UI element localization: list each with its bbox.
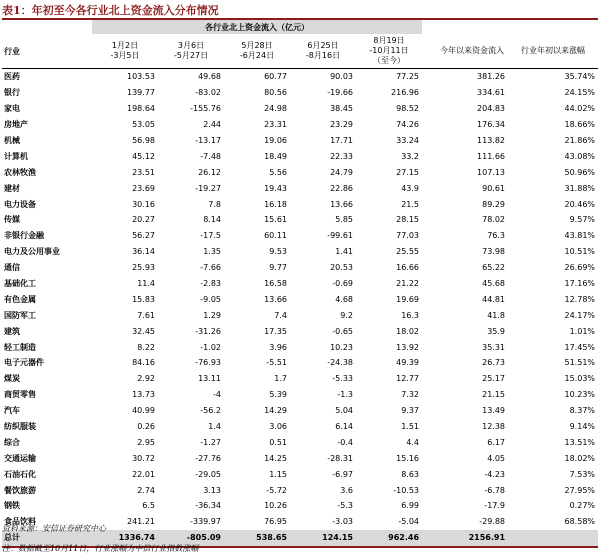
table-cell: 68.58% [564, 517, 596, 527]
table-cell: 73.98 [482, 247, 506, 257]
table-cell: 24.98 [264, 104, 287, 114]
table-cell: 6.17 [487, 437, 506, 447]
table-cell: -27.76 [195, 453, 221, 463]
industry-name: 家电 [4, 103, 20, 114]
table-cell: 14.29 [264, 406, 287, 416]
table-cell: 35.9 [487, 326, 506, 336]
table-cell: 111.66 [477, 151, 506, 161]
table-cell: 15.83 [132, 294, 155, 304]
table-cell: -19.66 [327, 88, 353, 98]
table-cell: 15.03% [564, 374, 596, 384]
table-cell: 3.06 [269, 422, 287, 432]
table-cell: 44.81 [482, 294, 506, 304]
table-cell: 10.26 [264, 501, 287, 511]
table-cell: -29.05 [195, 469, 221, 479]
table-cell: 11.4 [137, 279, 155, 289]
table-cell: 23.69 [132, 183, 155, 193]
table-cell: 5.85 [335, 215, 353, 225]
table-cell: 8.22 [137, 342, 155, 352]
table-cell: 13.49 [482, 406, 506, 416]
table-cell: 17.35 [264, 326, 287, 336]
table-cell: 28.15 [396, 215, 420, 225]
table-cell: 16.18 [264, 199, 287, 209]
table-cell: 23.29 [330, 120, 353, 130]
table-cell: 2.95 [137, 437, 155, 447]
table-cell: 33.2 [401, 151, 420, 161]
table-cell: 0.26 [137, 422, 155, 432]
table-cell: 20.46% [564, 199, 596, 209]
table-cell: 2.92 [137, 374, 155, 384]
table-cell: -5.04 [398, 517, 420, 527]
table-row [2, 291, 598, 307]
table-cell: -31.26 [195, 326, 221, 336]
industry-name: 纺织服装 [4, 421, 36, 432]
table-cell: 18.02 [396, 326, 420, 336]
industry-name: 计算机 [4, 150, 28, 161]
table-cell: 25.93 [132, 263, 155, 273]
table-row [2, 69, 598, 85]
table-cell: 12.38 [482, 422, 506, 432]
table-cell: 21.5 [401, 199, 420, 209]
table-cell: 60.77 [264, 72, 287, 82]
table-cell: 17.16% [564, 279, 596, 289]
table-cell: 44.02% [564, 104, 596, 114]
table-cell: 22.01 [132, 469, 155, 479]
table-cell: 43.81% [564, 231, 596, 241]
table-cell: -83.02 [195, 88, 221, 98]
table-cell: 16.58 [264, 279, 287, 289]
table-cell: 45.12 [132, 151, 155, 161]
table-cell: 6.99 [401, 501, 420, 511]
table-cell: 5.04 [335, 406, 353, 416]
table-cell: -28.31 [327, 453, 353, 463]
table-cell: 23.51 [132, 167, 155, 177]
table-cell: 24.17% [564, 310, 596, 320]
industry-name: 汽车 [4, 405, 20, 416]
table-cell: -7.48 [200, 151, 221, 161]
column-header-0: 行业 [4, 46, 20, 56]
table-cell: -1.27 [200, 437, 221, 447]
table-cell: 26.12 [198, 167, 221, 177]
industry-name: 有色金属 [4, 293, 36, 304]
table-cell: 51.51% [564, 358, 596, 368]
table-cell: 16.66 [396, 263, 420, 273]
table-cell: 198.64 [127, 104, 155, 114]
table-cell: -19.27 [195, 183, 221, 193]
table-cell: 9.53 [269, 247, 287, 257]
total-cell: 962.46 [356, 530, 422, 547]
table-row [2, 450, 598, 466]
table-row [2, 355, 598, 371]
table-cell: 107.13 [477, 167, 506, 177]
table-cell: 4.68 [335, 294, 353, 304]
industry-name: 电子元器件 [4, 357, 44, 368]
table-cell: -4 [213, 390, 221, 400]
table-cell: 32.45 [132, 326, 155, 336]
table-cell: 3.6 [340, 485, 353, 495]
table-row [2, 85, 598, 101]
table-cell: 17.71 [330, 136, 353, 145]
table-cell: 7.61 [137, 310, 155, 320]
table-row [2, 164, 598, 180]
table-cell: -5.72 [266, 485, 287, 495]
table-cell: -17.5 [200, 231, 221, 241]
table-cell: 7.4 [274, 310, 287, 320]
table-row [2, 434, 598, 450]
table-cell: 334.61 [477, 88, 506, 98]
column-header-7: 行业年初以来涨幅 [521, 46, 586, 55]
table-cell: 7.8 [208, 199, 221, 209]
table-cell: 1.51 [401, 422, 420, 432]
table-cell: -1.02 [200, 342, 221, 352]
table-cell: -2.83 [200, 279, 221, 289]
table-cell: 7.53% [569, 469, 596, 479]
total-label: 总计 [2, 530, 92, 547]
table-cell: 14.25 [264, 453, 287, 463]
table-cell: 103.53 [127, 72, 155, 82]
industry-name: 银行 [4, 87, 20, 98]
industry-name: 食品饮料 [4, 516, 36, 527]
table-row [2, 419, 598, 435]
table-row [2, 228, 598, 244]
table-cell: 56.98 [132, 136, 155, 145]
industry-name: 钢铁 [4, 500, 20, 511]
table-cell: 9.57% [569, 215, 596, 225]
table-cell: 0.51 [269, 437, 287, 447]
table-cell: 6.14 [335, 422, 353, 432]
table-cell: 90.61 [482, 183, 506, 193]
table-cell: 3.13 [203, 485, 221, 495]
table-cell: 78.02 [482, 215, 506, 225]
table-cell: -0.69 [332, 279, 353, 289]
table-cell: 38.45 [330, 104, 353, 114]
industry-name: 交通运输 [4, 452, 36, 463]
column-header-row [2, 34, 598, 69]
table-cell: 18.49 [264, 151, 287, 161]
table-cell: 43.08% [564, 151, 596, 161]
table-cell: -5.3 [337, 501, 353, 511]
table-cell: -0.65 [332, 326, 353, 336]
table-cell: -10.53 [393, 485, 420, 495]
table-cell: 20.27 [132, 215, 155, 225]
table-cell: 80.56 [264, 88, 287, 98]
table-cell: -155.76 [190, 104, 221, 114]
table-cell: 1.41 [335, 247, 353, 257]
table-cell: 22.86 [330, 183, 353, 193]
total-cell: -805.09 [158, 530, 224, 547]
table-cell: 8.37% [569, 406, 596, 416]
table-cell: 27.95% [564, 485, 596, 495]
table-cell: 4.4 [406, 437, 420, 447]
fund-flow-table [2, 18, 598, 548]
table-row [2, 323, 598, 339]
table-cell: 2.74 [137, 485, 155, 495]
table-cell: 65.22 [482, 263, 506, 273]
table-row [2, 196, 598, 212]
table-cell: 84.16 [132, 358, 155, 368]
table-cell: 2.44 [203, 120, 221, 130]
table-cell: -4.23 [484, 469, 506, 479]
table-cell: 17.45% [564, 342, 596, 352]
table-cell: 76.95 [264, 517, 287, 527]
table-cell: 1.4 [208, 422, 221, 432]
table-cell: 30.16 [132, 199, 155, 209]
industry-name: 煤炭 [4, 373, 20, 384]
table-cell: -1.3 [337, 390, 353, 400]
table-cell: 18.66% [564, 120, 596, 130]
table-cell: 26.69% [564, 263, 596, 273]
table-cell: 5.56 [269, 167, 287, 177]
table-cell: 21.15 [482, 390, 506, 400]
table-row [2, 244, 598, 260]
table-cell: 13.51% [564, 437, 596, 447]
table-cell: 43.9 [401, 183, 420, 193]
table-cell: 24.15% [564, 88, 596, 98]
table-cell: 12.77 [396, 374, 420, 384]
table-row [2, 148, 598, 164]
table-cell: 204.83 [477, 104, 506, 114]
table-cell: 176.34 [477, 120, 506, 130]
table-cell: 9.14% [569, 422, 596, 432]
table-cell: 74.26 [396, 120, 420, 130]
table-row [2, 307, 598, 323]
table-row [2, 403, 598, 419]
table-cell: 24.79 [330, 167, 353, 177]
table-cell: -7.66 [200, 263, 221, 273]
table-cell: 25.17 [482, 374, 506, 384]
table-cell: -6.97 [332, 469, 353, 479]
industry-name: 电力及公用事业 [4, 246, 60, 257]
table-cell: 9.37 [401, 406, 420, 416]
table-cell: 56.27 [132, 231, 155, 241]
industry-name: 轻工制造 [4, 341, 36, 352]
column-header-2: 3月6日 -5月27日 [173, 41, 209, 60]
table-cell: 10.23% [564, 390, 596, 400]
table-cell: 50.96% [564, 167, 596, 177]
table-cell: 381.26 [477, 72, 506, 82]
table-cell: 19.43 [264, 183, 287, 193]
table-cell: -0.4 [337, 437, 353, 447]
table-cell: 13.92 [396, 342, 420, 352]
table-cell: 26.73 [482, 358, 506, 368]
table-cell: 241.21 [127, 517, 155, 527]
total-cell: 124.15 [290, 530, 356, 547]
table-row [2, 180, 598, 196]
table-cell: 36.14 [132, 247, 155, 257]
table-cell: 9.2 [340, 310, 353, 320]
table-cell: 30.72 [132, 453, 155, 463]
industry-name: 非银行金融 [4, 230, 44, 241]
table-cell: 19.69 [396, 294, 420, 304]
table-row [2, 387, 598, 403]
table-cell: -3.03 [332, 517, 353, 527]
industry-name: 房地产 [4, 119, 28, 130]
table-cell: 45.68 [482, 279, 506, 289]
table-cell: 12.78% [564, 294, 596, 304]
industry-name: 电力设备 [4, 198, 36, 209]
table-cell: -29.88 [479, 517, 506, 527]
table-cell: 41.8 [487, 310, 506, 320]
industry-name: 商贸零售 [4, 389, 36, 400]
table-cell: -9.05 [200, 294, 221, 304]
table-cell: -99.61 [327, 231, 353, 241]
table-row [2, 133, 598, 149]
industry-name: 国防军工 [4, 309, 36, 320]
table-cell: 1.15 [269, 469, 287, 479]
table-cell: 49.68 [198, 72, 221, 82]
table-cell: -5.51 [266, 358, 287, 368]
table-row [2, 101, 598, 117]
table-cell: -24.38 [327, 358, 353, 368]
table-cell: 20.53 [330, 263, 353, 273]
group-header: 各行业北上资金流入（亿元） [92, 19, 422, 34]
industry-name: 医药 [4, 71, 20, 82]
table-cell: 33.24 [396, 136, 420, 145]
table-cell: 216.96 [391, 88, 420, 98]
table-cell: 27.15 [396, 167, 420, 177]
table-row [2, 260, 598, 276]
table-cell: 13.11 [198, 374, 221, 384]
table-row [2, 466, 598, 482]
total-cell: 1336.74 [92, 530, 158, 547]
table-row [2, 212, 598, 228]
table-cell: 89.29 [482, 199, 506, 209]
header-spacer [508, 19, 598, 34]
industry-name: 建筑 [4, 325, 20, 336]
industry-name: 综合 [4, 436, 20, 447]
table-row [2, 371, 598, 387]
table-cell: 98.52 [396, 104, 420, 114]
table-cell: -339.97 [190, 517, 221, 527]
table-cell: 25.55 [396, 247, 420, 257]
table-cell: 23.31 [264, 120, 287, 130]
table-cell: 113.82 [477, 136, 506, 145]
industry-name: 基础化工 [4, 278, 36, 289]
table-body [2, 69, 598, 547]
table-cell: 19.06 [264, 136, 287, 145]
footnote: 注：数据截至10月11日，行业涨幅为中信行业指数涨幅 [2, 544, 199, 553]
table-cell: 13.66 [330, 199, 353, 209]
industry-name: 机械 [4, 135, 20, 145]
column-header-1: 1月2日 -3月5日 [110, 41, 140, 60]
industry-name: 餐饮旅游 [4, 484, 36, 495]
data-table [2, 18, 598, 548]
table-cell: 0.27% [569, 501, 596, 511]
table-cell: 35.31 [482, 342, 506, 352]
table-cell: 1.7 [274, 374, 287, 384]
table-cell: 40.99 [132, 406, 155, 416]
table-cell: 22.33 [330, 151, 353, 161]
table-cell: -76.93 [195, 358, 221, 368]
table-cell: 6.5 [142, 501, 155, 511]
table-cell: 53.05 [132, 120, 155, 130]
table-cell: -13.17 [195, 136, 221, 145]
column-header-5: 8月19日 -10月11日 （至今） [369, 36, 409, 65]
column-header-4: 6月25日 -8月16日 [305, 41, 341, 60]
table-cell: 49.39 [396, 358, 420, 368]
total-cell [508, 530, 598, 547]
table-cell: -5.33 [332, 374, 353, 384]
source-note: 资料来源：安信证券研究中心 [2, 524, 106, 533]
header-spacer [422, 19, 508, 34]
table-cell: 13.66 [264, 294, 287, 304]
table-cell: 3.96 [269, 342, 287, 352]
table-cell: 9.77 [269, 263, 287, 273]
table-cell: -17.9 [484, 501, 506, 511]
table-cell: -36.34 [195, 501, 221, 511]
industry-name: 农林牧渔 [4, 166, 36, 177]
table-cell: -6.78 [484, 485, 506, 495]
table-cell: 60.11 [264, 231, 287, 241]
table-cell: 15.16 [396, 453, 420, 463]
table-cell: -56.2 [200, 406, 221, 416]
table-cell: 10.51% [564, 247, 596, 257]
table-cell: 31.88% [564, 183, 596, 193]
table-row [2, 482, 598, 498]
table-cell: 21.22 [396, 279, 420, 289]
column-header-3: 5月28日 -6月24日 [239, 41, 275, 60]
industry-name: 建材 [4, 182, 20, 193]
table-cell: 1.01% [569, 326, 596, 336]
table-row [2, 276, 598, 292]
table-cell: 139.77 [127, 88, 155, 98]
table-cell: 21.86% [564, 136, 596, 145]
table-cell: 8.14 [203, 215, 221, 225]
table-cell: 76.3 [487, 231, 506, 241]
total-cell: 2156.91 [422, 530, 508, 547]
table-row [2, 498, 598, 514]
table-row [2, 117, 598, 133]
table-cell: 18.02% [564, 453, 596, 463]
table-cell: 4.05 [487, 453, 506, 463]
table-cell: 35.74% [564, 72, 596, 82]
total-cell: 538.65 [224, 530, 290, 547]
table-cell: 90.03 [330, 72, 353, 82]
table-cell: 10.23 [330, 342, 353, 352]
header-spacer [2, 19, 92, 34]
table-title: 表1：年初至今各行业北上资金流入分布情况 [2, 4, 219, 17]
industry-name: 传媒 [4, 214, 20, 225]
industry-name: 石油石化 [4, 468, 36, 479]
table-row [2, 339, 598, 355]
industry-name: 通信 [4, 262, 20, 273]
table-cell: 77.03 [396, 231, 420, 241]
table-cell: 1.29 [203, 310, 221, 320]
table-cell: 13.73 [132, 390, 155, 400]
table-cell: 15.61 [264, 215, 287, 225]
table-cell: 1.35 [203, 247, 221, 257]
table-cell: 5.39 [269, 390, 287, 400]
column-header-6: 今年以来资金流入 [440, 46, 505, 55]
table-cell: 77.25 [396, 72, 420, 82]
table-cell: 7.32 [401, 390, 420, 400]
table-cell: 16.3 [401, 310, 420, 320]
table-cell: 8.63 [401, 469, 420, 479]
